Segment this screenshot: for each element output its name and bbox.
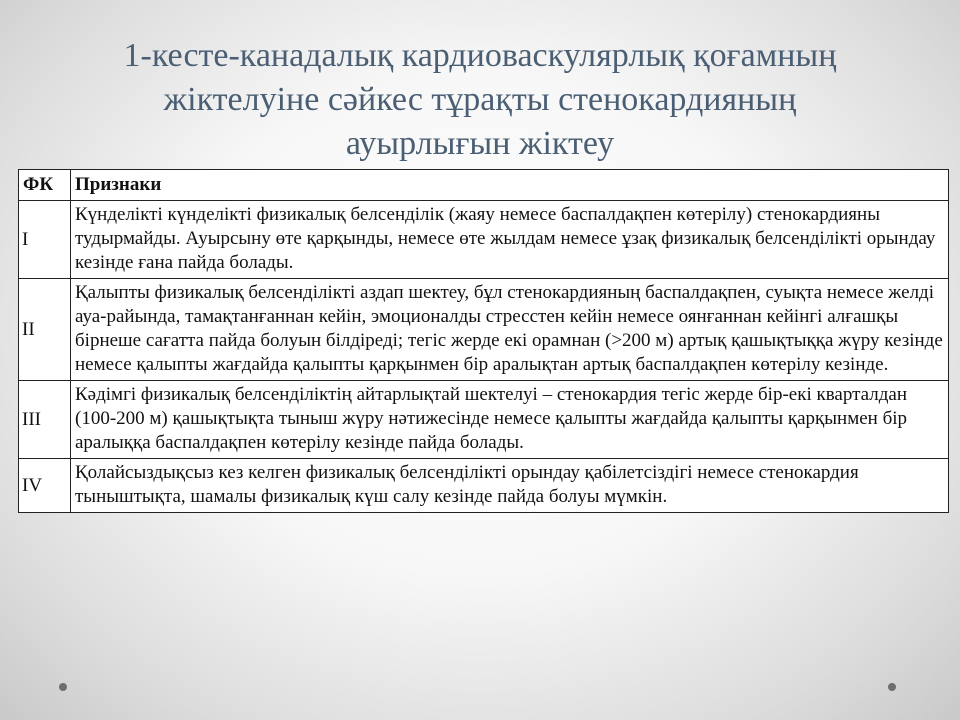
table-row [19, 381, 949, 459]
slide-title-line-3: ауырлығын жіктеу [345, 125, 615, 162]
functional-class-cell: IV [19, 459, 71, 513]
decorative-dot-left [59, 683, 67, 691]
table-header-row [19, 170, 949, 201]
description-cell: Кәдімгі физикалық белсенділіктің айтарлықтай шектелуі – стенокардия тегіс жерде бір-екі кварталдан (100-200 м) қашықтықта тыныш жүру нәтижесінде немесе қалыпты жағдайда қалыпты қарқынмен бір аралыққа баспалдақпен көтерілу кезінде пайда болады. [71, 381, 949, 459]
table-row [19, 459, 949, 513]
functional-class-cell: III [19, 381, 71, 459]
functional-class-cell: II [19, 279, 71, 381]
description-cell: Күнделікті күнделікті физикалық белсенділік (жаяу немесе баспалдақпен көтерілу) стенокардияны тудырмайды. Ауырсыну өте қарқынды, немесе өте жылдам немесе ұзақ физикалық белсенділікті орындау кезінде ғана пайда болады. [71, 201, 949, 279]
decorative-dot-right [888, 683, 896, 691]
functional-class-cell: I [19, 201, 71, 279]
header-fc: ФК [19, 170, 71, 201]
table-row [19, 201, 949, 279]
table-row [19, 279, 949, 381]
slide-title-line-2: жіктелуіне сәйкес тұрақты стенокардияның [163, 81, 797, 118]
slide-title [40, 34, 920, 166]
header-signs: Признаки [71, 170, 949, 201]
slide-title-line-1: 1-кесте-канадалық кардиоваскулярлық қоғамның [123, 37, 837, 74]
description-cell: Қалыпты физикалық белсенділікті аздап шектеу, бұл стенокардияның баспалдақпен, суықта немесе желді ауа-райында, тамақтанғаннан кейін, эмоционалды стресстен кейін немесе оянғаннан кейінгі алғашқы бірнеше сағатта пайда болуын білдіреді; тегіс жерде екі орамнан (>200 м) артық қашықтыққа жүру кезінде немесе қалыпты жағдайда қалыпты қарқынмен бір аралықтан артық баспалдақпен көтерілу кезінде. [71, 279, 949, 381]
angina-classification-table [18, 169, 949, 513]
description-cell: Қолайсыздықсыз кез келген физикалық белсенділікті орындау қабілетсіздігі немесе стенокардия тыныштықта, шамалы физикалық күш салу кезінде пайда болуы мүмкін. [71, 459, 949, 513]
